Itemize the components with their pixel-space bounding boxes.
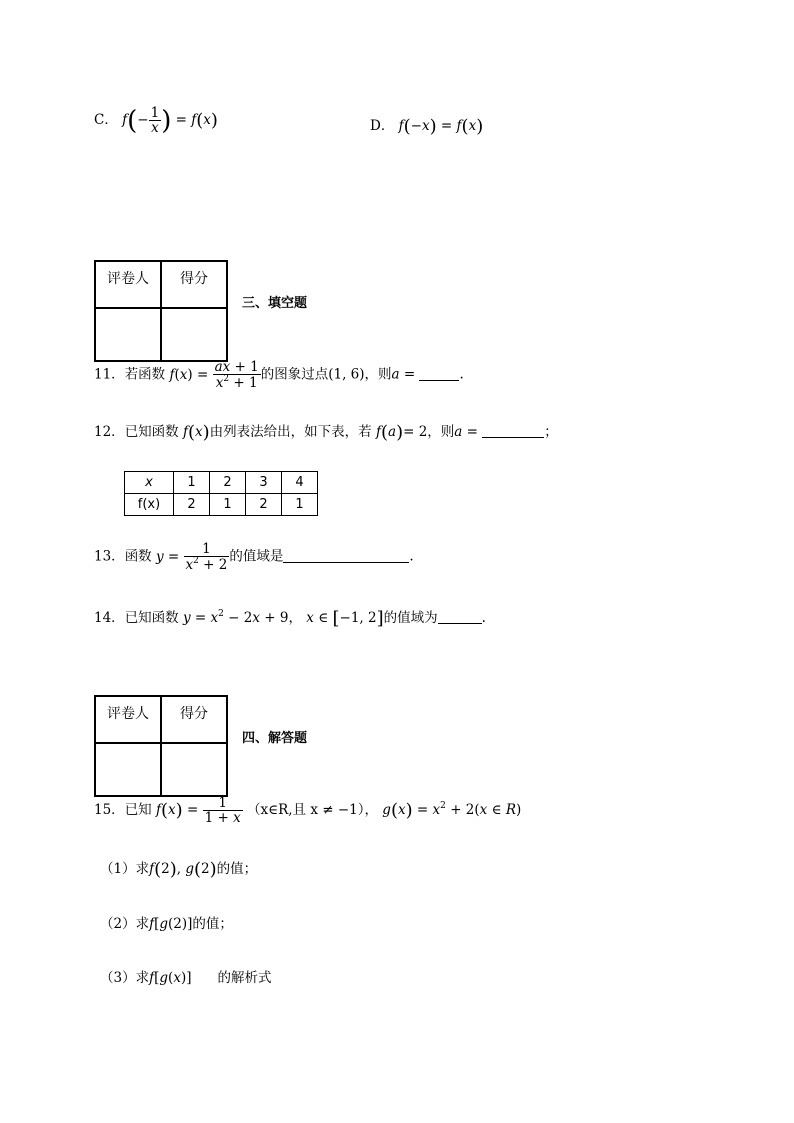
q13-end: . — [409, 548, 414, 565]
table-cell: 1 — [282, 494, 318, 516]
q11-text-post: 的图象过点 — [260, 366, 329, 383]
q13-answer-blank[interactable] — [283, 549, 409, 563]
q14-formula: $y = x^2 - 2x + 9$ — [182, 609, 289, 626]
q15-part3-formula: f[g(x)] — [149, 970, 192, 986]
table-header-cell: 2 — [210, 472, 246, 494]
score-label: 得分 — [161, 696, 227, 743]
table-cell: 1 — [210, 494, 246, 516]
q15-f-def: f(x) = $\frac{1}{1 + x}$ — [155, 795, 241, 827]
q15-part1-formula: f(2), g(2) — [149, 859, 217, 880]
table-header-cell: 3 — [246, 472, 282, 494]
value-table — [124, 471, 318, 516]
score-box-section4 — [94, 695, 228, 797]
q12-answer-blank[interactable] — [482, 424, 544, 438]
table-header-cell: 1 — [174, 472, 210, 494]
q11-point: (1, 6) — [328, 366, 365, 383]
q15-number: 15． — [94, 802, 125, 819]
q14-answer-blank[interactable] — [438, 610, 482, 624]
q12-number: 12． — [94, 424, 125, 440]
q11-number: 11． — [94, 366, 125, 383]
score-box-section3 — [94, 260, 228, 362]
q15-part3-label: （3）求 — [100, 970, 150, 986]
q12-end: ； — [544, 424, 558, 440]
q15-part2 — [100, 912, 233, 932]
option-c-label: C． — [94, 112, 118, 129]
q15-condition: （x∈R,且 x ≠ −1）， — [246, 802, 378, 819]
q14-end: . — [481, 610, 486, 626]
score-label: 得分 — [161, 261, 227, 308]
q15-part3 — [100, 966, 271, 986]
question-14 — [94, 606, 486, 629]
table-row — [125, 494, 318, 516]
q12-fx: f(x) — [182, 422, 210, 443]
option-d-label: D． — [370, 118, 395, 134]
q14-text-pre: 已知函数 — [124, 610, 179, 626]
q11-a: a = — [391, 366, 420, 383]
question-13 — [94, 542, 414, 572]
q14-text-post: 的值域为 — [383, 610, 438, 626]
section4-title: 四、解答题 — [242, 731, 308, 746]
q12-fa: f(a) — [375, 422, 404, 443]
q13-number: 13． — [94, 548, 125, 565]
q11-end: . — [459, 366, 464, 383]
q15-part2-label: （2）求 — [100, 916, 150, 932]
q11-answer-blank[interactable] — [419, 367, 459, 381]
question-15 — [94, 796, 521, 825]
q13-text-post: 的值域是 — [229, 548, 284, 565]
reviewer-label: 评卷人 — [95, 696, 161, 743]
q11-formula: f(x) = $\frac{ax + 1}{x^2 + 1}$ — [169, 359, 259, 392]
option-c — [94, 106, 218, 136]
q13-formula: y = $\frac{1}{x^2 + 2}$ — [155, 541, 228, 574]
question-12 — [94, 420, 558, 443]
q15-part1-post: 的值； — [216, 861, 258, 877]
reviewer-cell[interactable] — [95, 308, 161, 361]
q11-text-pre: 若函数 — [124, 366, 166, 383]
q15-text-pre: 已知 — [124, 802, 152, 819]
table-row — [125, 472, 318, 494]
table-header-x: x — [125, 472, 174, 494]
question-11 — [94, 360, 464, 390]
reviewer-cell[interactable] — [95, 743, 161, 796]
q14-number: 14． — [94, 610, 125, 626]
q14-comma: ， — [288, 610, 302, 626]
q13-text-pre: 函数 — [124, 548, 152, 565]
score-cell[interactable] — [161, 308, 227, 361]
q11-text-then: ，则 — [364, 366, 392, 383]
q15-part2-post: 的值； — [192, 916, 233, 932]
q15-part1-label: （1）求 — [100, 861, 150, 877]
score-cell[interactable] — [161, 743, 227, 796]
q12-value: = 2 — [403, 424, 428, 440]
option-d-formula: f(−x) = f(x) — [398, 116, 484, 137]
q15-part1 — [100, 857, 257, 880]
section3-title: 三、填空题 — [242, 296, 308, 311]
q12-text-mid: 由列表法给出，如下表，若 — [209, 424, 372, 440]
q12-a: a = — [454, 424, 483, 440]
table-cell: 2 — [174, 494, 210, 516]
q15-g-def: $g(x) = x^2 + 2(x$ ∈ R) — [382, 800, 522, 822]
q15-part2-formula: f[g(2)] — [149, 916, 193, 932]
table-cell: 2 — [246, 494, 282, 516]
table-header-cell: 4 — [282, 472, 318, 494]
q12-text-then: ，则 — [427, 424, 455, 440]
q15-part3-post: 的解析式 — [217, 970, 272, 986]
q12-text-pre: 已知函数 — [124, 424, 179, 440]
table-row-fx: f(x) — [125, 494, 174, 516]
option-c-formula: f(− $\frac{1}{x}$ ) = f(x) — [122, 105, 218, 137]
q14-interval: x ∈ [−1, 2] — [306, 608, 384, 629]
option-d — [370, 114, 483, 137]
reviewer-label: 评卷人 — [95, 261, 161, 308]
